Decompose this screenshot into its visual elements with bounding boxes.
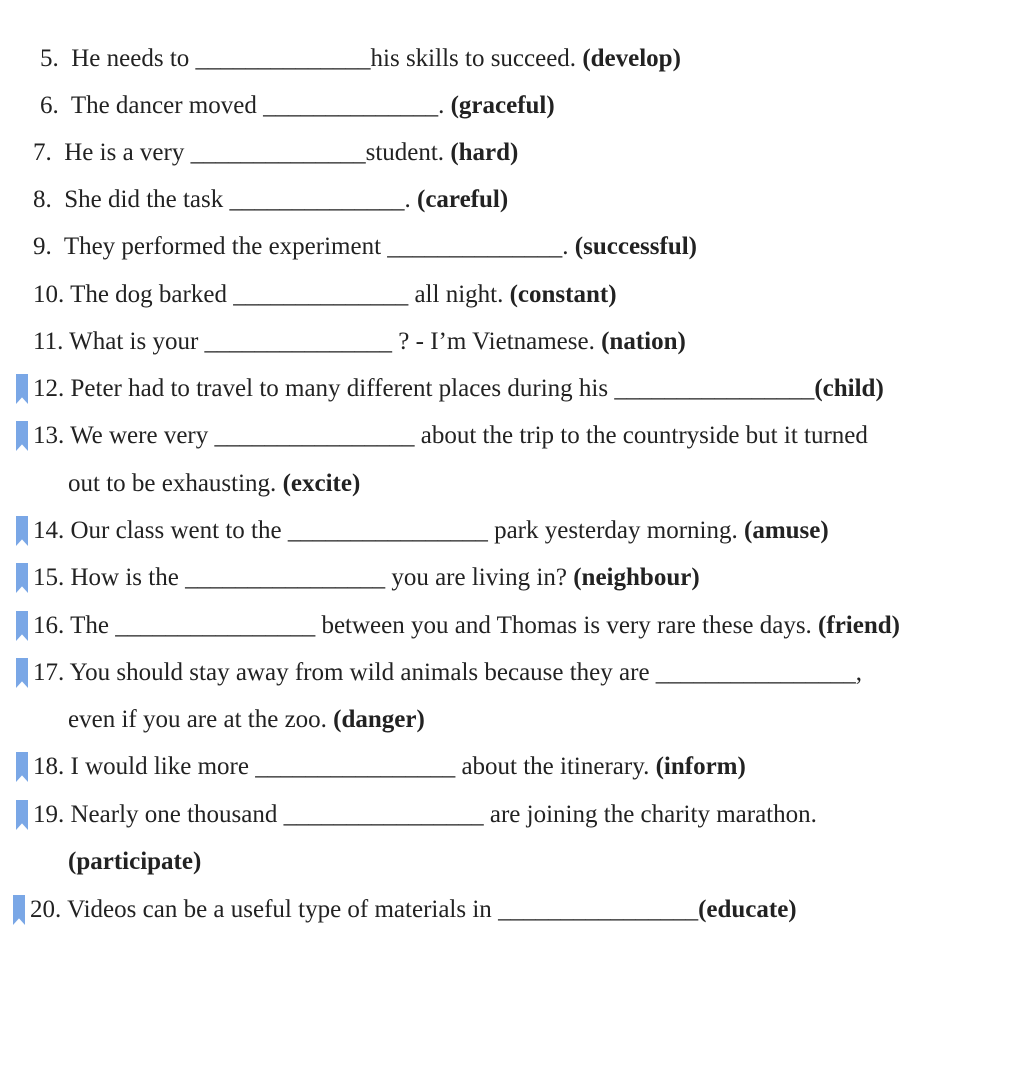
bookmark-icon[interactable] (16, 374, 28, 404)
answer-blank[interactable]: ______________ (190, 139, 366, 166)
answer-blank[interactable]: ________________ (498, 896, 699, 923)
question-item (40, 91, 555, 121)
word-hint: (educate) (698, 896, 797, 923)
answer-blank[interactable]: ________________ (255, 753, 456, 780)
question-text-after: park yesterday morning. (494, 517, 738, 544)
answer-blank[interactable]: ________________ (185, 564, 386, 591)
answer-blank[interactable]: ______________ (263, 92, 439, 119)
question-text: We were very (70, 422, 209, 449)
word-hint: (constant) (509, 281, 617, 308)
question-text: The dog barked (70, 281, 227, 308)
question-number: 13. (33, 422, 65, 449)
answer-blank[interactable]: ______________ (195, 45, 371, 72)
word-hint: (excite) (282, 470, 361, 497)
bookmark-icon[interactable] (16, 752, 28, 782)
answer-blank[interactable]: ______________ (387, 233, 563, 260)
question-number: 5. (40, 45, 59, 72)
question-item-continuation (68, 705, 425, 735)
word-hint: (participate) (68, 848, 202, 875)
word-hint: (successful) (574, 233, 698, 260)
question-item (33, 421, 868, 451)
question-text: The (70, 612, 109, 639)
question-text-after: . (404, 186, 411, 213)
question-text: I would like more (70, 753, 249, 780)
question-text: They performed the experiment (63, 233, 382, 260)
bookmark-icon[interactable] (13, 895, 25, 925)
question-item (33, 280, 617, 310)
question-number: 18. (33, 753, 65, 780)
word-hint: (neighbour) (573, 564, 700, 591)
bookmark-icon[interactable] (16, 800, 28, 830)
word-hint: (friend) (818, 612, 900, 639)
question-item (33, 752, 746, 782)
question-item (33, 563, 700, 593)
question-text-after: about the trip to the countryside but it turned (420, 422, 868, 449)
question-text-after: between you and Thomas is very rare these days. (321, 612, 812, 639)
question-number: 11. (33, 328, 64, 355)
question-text: She did the task (64, 186, 224, 213)
word-hint: (inform) (655, 753, 746, 780)
question-item (30, 895, 797, 925)
answer-blank[interactable]: ________________ (287, 517, 488, 544)
question-text: You should stay away from wild animals because they are (69, 659, 650, 686)
question-text: He is a very (64, 139, 185, 166)
question-text-after: ? - I’m Vietnamese. (398, 328, 595, 355)
question-text: Peter had to travel to many different places during his (70, 375, 609, 402)
word-hint: (nation) (601, 328, 686, 355)
answer-blank[interactable]: ________________ (283, 801, 484, 828)
question-number: 7. (33, 139, 52, 166)
question-text: Videos can be a useful type of materials in (67, 896, 492, 923)
question-item (33, 327, 686, 357)
word-hint: (develop) (582, 45, 681, 72)
bookmark-icon[interactable] (16, 421, 28, 451)
question-item (33, 138, 518, 168)
question-number: 6. (40, 92, 59, 119)
question-text: He needs to (71, 45, 190, 72)
answer-blank[interactable]: ______________ (233, 281, 409, 308)
question-item (33, 516, 829, 546)
question-text-after: , (855, 659, 863, 686)
question-number: 14. (33, 517, 65, 544)
question-item (33, 232, 697, 262)
question-item (33, 374, 884, 404)
word-hint: (graceful) (450, 92, 555, 119)
question-number: 19. (33, 801, 65, 828)
word-hint: (danger) (333, 706, 425, 733)
answer-blank[interactable]: ________________ (115, 612, 316, 639)
question-item (33, 611, 900, 641)
question-item (33, 185, 508, 215)
answer-blank[interactable]: ______________ (229, 186, 405, 213)
question-number: 16. (33, 612, 65, 639)
question-text-after: are joining the charity marathon. (489, 801, 817, 828)
question-number: 9. (33, 233, 52, 260)
question-text-continuation: out to be exhausting. (68, 470, 277, 497)
question-item-continuation (68, 847, 201, 877)
question-number: 20. (30, 896, 62, 923)
question-item (33, 658, 862, 688)
question-text-after: his skills to succeed. (370, 45, 577, 72)
word-hint: (child) (814, 375, 884, 402)
question-text: How is the (70, 564, 179, 591)
bookmark-icon[interactable] (16, 516, 28, 546)
question-text: What is your (69, 328, 199, 355)
question-text: Nearly one thousand (70, 801, 278, 828)
question-text: The dancer moved (70, 92, 257, 119)
question-text-continuation: even if you are at the zoo. (68, 706, 327, 733)
question-text-after: . (438, 92, 445, 119)
question-item (33, 800, 817, 830)
question-text: Our class went to the (70, 517, 282, 544)
question-number: 17. (33, 659, 65, 686)
bookmark-icon[interactable] (16, 563, 28, 593)
answer-blank[interactable]: ________________ (214, 422, 415, 449)
word-hint: (amuse) (744, 517, 829, 544)
answer-blank[interactable]: ________________ (655, 659, 856, 686)
bookmark-icon[interactable] (16, 658, 28, 688)
question-item-continuation (68, 469, 360, 499)
question-number: 15. (33, 564, 65, 591)
question-text-after: . (562, 233, 569, 260)
word-hint: (hard) (450, 139, 519, 166)
question-number: 12. (33, 375, 65, 402)
question-number: 10. (33, 281, 65, 308)
answer-blank[interactable]: _______________ (204, 328, 393, 355)
question-text-after: all night. (414, 281, 504, 308)
question-text-after: about the itinerary. (461, 753, 650, 780)
word-hint: (careful) (417, 186, 509, 213)
question-number: 8. (33, 186, 52, 213)
question-item (40, 44, 681, 74)
question-text-after: you are living in? (391, 564, 567, 591)
answer-blank[interactable]: ________________ (614, 375, 815, 402)
question-text-after: student. (365, 139, 445, 166)
bookmark-icon[interactable] (16, 611, 28, 641)
